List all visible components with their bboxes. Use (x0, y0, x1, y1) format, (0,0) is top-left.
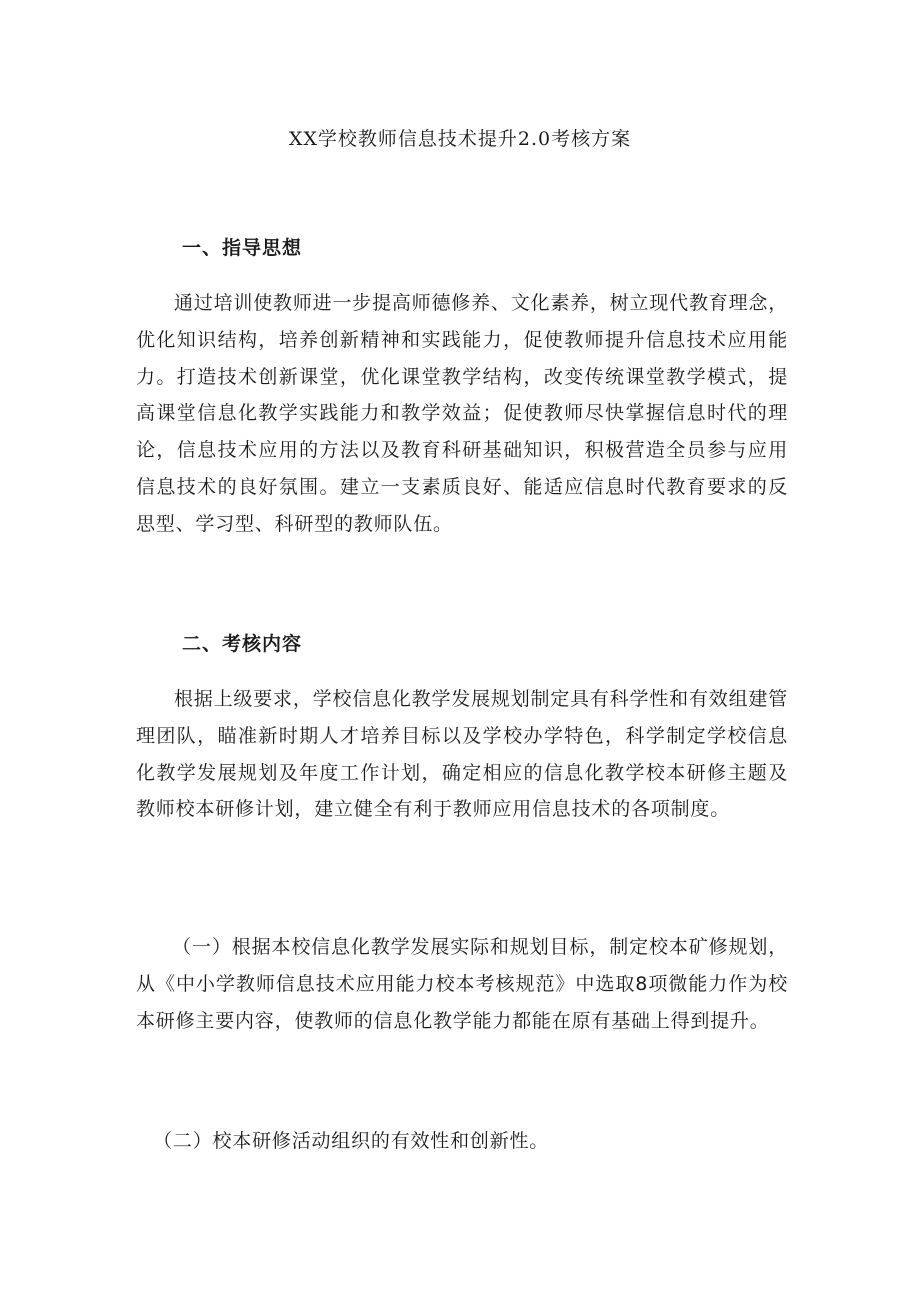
section-heading-assessment-content: 二、考核内容 (182, 633, 303, 655)
section-heading-guiding-ideology: 一、指导思想 (182, 237, 303, 259)
section-paragraph-assessment-content: 根据上级要求，学校信息化教学发展规划制定具有科学性和有效组建管理团队，瞄准新时期人才培养目标以及学校办学特色，科学制定学校信息化教学发展规划及年度工作计划，确定相应的信息化教学校本研修主题及教师校本研修计划，建立健全有利于教师应用信息技术的各项制度。 (136, 688, 788, 821)
list-item-one: （一）根据本校信息化教学发展实际和规划目标，制定校本矿修规划，从《中小学教师信息技术应用能力校本考核规范》中选取8项微能力作为校本研修主要内容，使教师的信息化教学能力都能在原有基础上得到提升。 (136, 936, 788, 1032)
section-paragraph-guiding-ideology: 通过培训使教师进一步提高师德修养、文化素养，树立现代教育理念，优化知识结构，培养创新精神和实践能力，促使教师提升信息技术应用能力。打造技术创新课堂，优化课堂教学结构，改变传统课堂教学模式，提高课堂信息化教学实践能力和教学效益；促使教师尽快掌握信息时代的理论，信息技术应用的方法以及教育科研基础知识，积极营造全员参与应用信息技术的良好氛围。建立一支素质良好、能适应信息时代教育要求的反思型、学习型、科研型的教师队伍。 (136, 292, 788, 535)
document-title: XX学校教师信息技术提升2.0考核方案 (288, 128, 632, 150)
list-item-two: （二）校本研修活动组织的有效性和创新性。 (153, 1130, 550, 1152)
